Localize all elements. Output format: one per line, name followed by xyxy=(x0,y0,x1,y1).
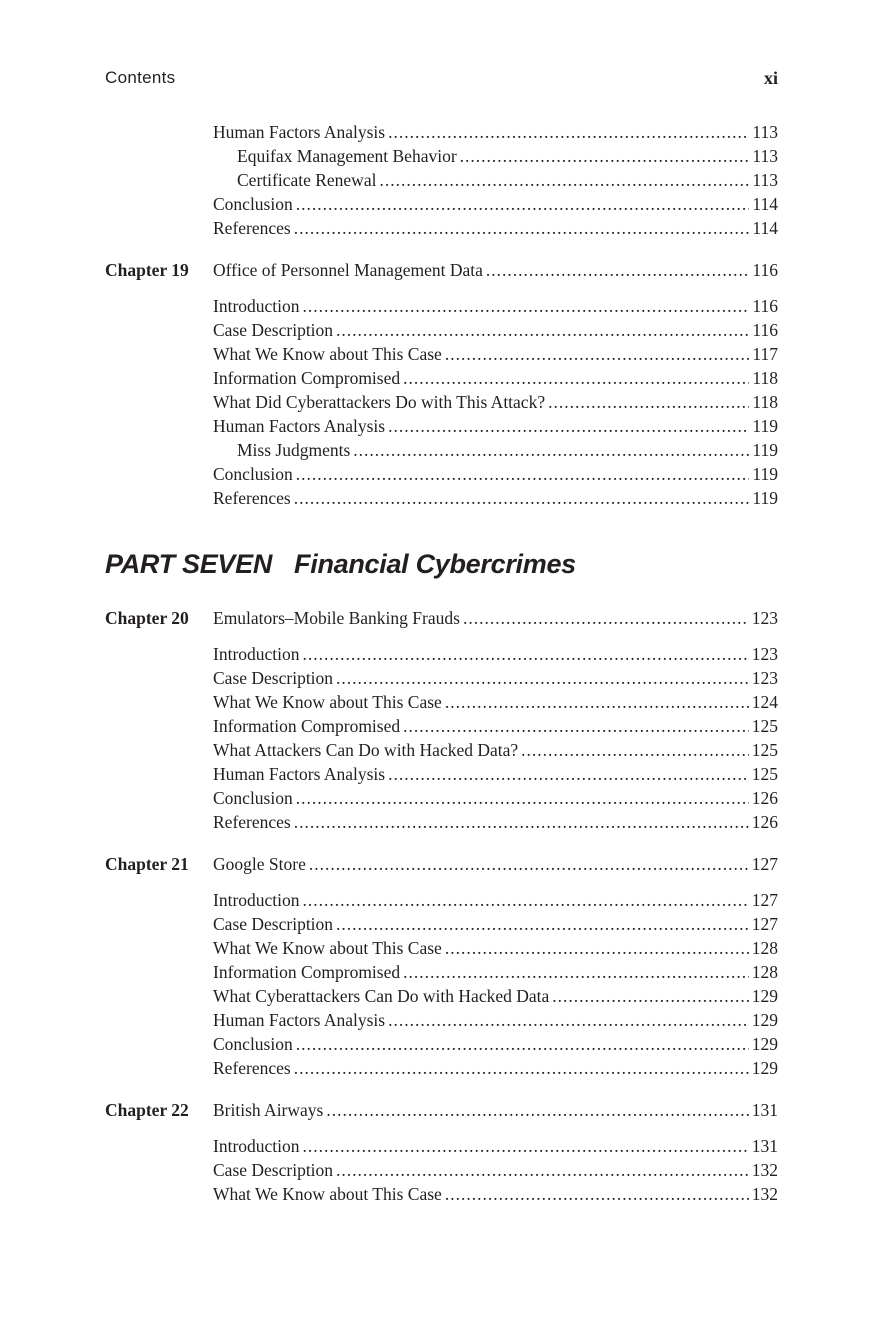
entry-title: What Cyberattackers Can Do with Hacked Data xyxy=(213,986,550,1006)
toc-entry[interactable] xyxy=(213,936,778,960)
dot-leader xyxy=(336,912,749,936)
entry-title: Introduction xyxy=(213,890,300,910)
entry-page-number: 119 xyxy=(752,416,778,436)
entry-page-number: 132 xyxy=(751,1160,778,1180)
entry-title: Case Description xyxy=(213,668,334,688)
part-heading xyxy=(105,544,778,584)
entry-page-number: 127 xyxy=(751,914,778,934)
dot-leader xyxy=(309,852,749,876)
entry-title: Conclusion xyxy=(213,464,293,484)
toc-entry[interactable] xyxy=(213,690,778,714)
dot-leader xyxy=(294,1056,749,1080)
chapter-page-number: 116 xyxy=(752,260,778,280)
dot-leader xyxy=(388,120,749,144)
chapter-page-number: 123 xyxy=(751,608,778,628)
running-head-page-number: xi xyxy=(763,68,778,88)
entry-title: Case Description xyxy=(213,1160,334,1180)
toc-entry[interactable] xyxy=(213,462,778,486)
dot-leader xyxy=(303,888,749,912)
toc-entry[interactable] xyxy=(213,294,778,318)
dot-leader xyxy=(336,666,749,690)
entry-page-number: 119 xyxy=(752,464,778,484)
entry-page-number: 125 xyxy=(751,764,778,784)
dot-leader xyxy=(445,342,750,366)
chapter-22-entries xyxy=(105,1134,778,1206)
toc-entry[interactable] xyxy=(213,486,778,510)
dot-leader xyxy=(296,1032,749,1056)
entry-title: Human Factors Analysis xyxy=(213,1010,386,1030)
dot-leader xyxy=(403,714,749,738)
dot-leader xyxy=(294,486,750,510)
table-of-contents xyxy=(105,120,778,1224)
toc-subentry[interactable] xyxy=(237,438,778,462)
toc-entry[interactable] xyxy=(213,666,778,690)
toc-entry[interactable] xyxy=(213,1056,778,1080)
chapter-heading-row[interactable] xyxy=(105,606,778,630)
toc-entry[interactable] xyxy=(213,192,778,216)
chapter-title: British Airways xyxy=(213,1100,324,1120)
entry-title: Case Description xyxy=(213,914,334,934)
entry-title: Certificate Renewal xyxy=(237,170,377,190)
entry-title: References xyxy=(213,1058,291,1078)
entry-title: Information Compromised xyxy=(213,716,401,736)
toc-entry[interactable] xyxy=(213,1032,778,1056)
toc-entry[interactable] xyxy=(213,318,778,342)
chapter-label: Chapter 19 xyxy=(105,260,189,280)
entry-page-number: 113 xyxy=(752,122,778,142)
entry-page-number: 127 xyxy=(751,890,778,910)
chapter-21-block xyxy=(105,852,778,1080)
entry-page-number: 118 xyxy=(752,392,778,412)
toc-entry[interactable] xyxy=(213,1158,778,1182)
entry-page-number: 118 xyxy=(752,368,778,388)
chapter-label: Chapter 20 xyxy=(105,608,189,628)
chapter-title: Google Store xyxy=(213,854,306,874)
entry-title: Miss Judgments xyxy=(237,440,351,460)
entry-page-number: 125 xyxy=(751,740,778,760)
chapter-heading-row[interactable] xyxy=(105,1098,778,1122)
entry-page-number: 126 xyxy=(751,788,778,808)
chapter-title: Office of Personnel Management Data xyxy=(213,260,483,280)
entry-title: What Did Cyberattackers Do with This Attack? xyxy=(213,392,546,412)
entry-page-number: 116 xyxy=(752,296,778,316)
entry-title: Introduction xyxy=(213,644,300,664)
chapter-19-block xyxy=(105,258,778,510)
entry-title: References xyxy=(213,218,291,238)
dot-leader xyxy=(294,810,749,834)
dot-leader xyxy=(296,192,750,216)
entry-page-number: 125 xyxy=(751,716,778,736)
dot-leader xyxy=(353,438,749,462)
dot-leader xyxy=(403,960,749,984)
chapter-21-entries xyxy=(105,888,778,1080)
entry-title: Conclusion xyxy=(213,1034,293,1054)
toc-entry[interactable] xyxy=(213,642,778,666)
toc-entry[interactable] xyxy=(213,762,778,786)
dot-leader xyxy=(445,1182,749,1206)
dot-leader xyxy=(388,414,749,438)
toc-entry[interactable] xyxy=(213,216,778,240)
entry-page-number: 114 xyxy=(752,218,778,238)
entry-page-number: 128 xyxy=(751,938,778,958)
running-head xyxy=(105,68,778,92)
chapter-page-number: 131 xyxy=(751,1100,778,1120)
entry-title: What We Know about This Case xyxy=(213,344,442,364)
dot-leader xyxy=(388,1008,749,1032)
entry-page-number: 126 xyxy=(751,812,778,832)
chapter-19-entries xyxy=(105,294,778,510)
dot-leader xyxy=(463,606,749,630)
entry-title: What We Know about This Case xyxy=(213,1184,442,1204)
toc-entry[interactable] xyxy=(213,912,778,936)
dot-leader xyxy=(294,216,750,240)
dot-leader xyxy=(296,786,749,810)
dot-leader xyxy=(388,762,749,786)
dot-leader xyxy=(445,936,749,960)
entry-page-number: 114 xyxy=(752,194,778,214)
toc-entry[interactable] xyxy=(213,1182,778,1206)
chapter-20-block xyxy=(105,606,778,834)
toc-entry[interactable] xyxy=(213,888,778,912)
toc-entry[interactable] xyxy=(213,984,778,1008)
dot-leader xyxy=(521,738,749,762)
entry-page-number: 123 xyxy=(751,644,778,664)
dot-leader xyxy=(336,318,749,342)
toc-entry[interactable] xyxy=(213,342,778,366)
chapter-20-entries xyxy=(105,642,778,834)
chapter-title: Emulators–Mobile Banking Frauds xyxy=(213,608,460,628)
dot-leader xyxy=(445,690,749,714)
dot-leader xyxy=(303,294,750,318)
entry-title: Conclusion xyxy=(213,194,293,214)
dot-leader xyxy=(552,984,748,1008)
dot-leader xyxy=(296,462,750,486)
chapter-label: Chapter 22 xyxy=(105,1100,189,1120)
part-title: Financial Cybercrimes xyxy=(294,549,576,579)
chapter-heading-row[interactable] xyxy=(105,852,778,876)
entry-title: What We Know about This Case xyxy=(213,938,442,958)
toc-subentry[interactable] xyxy=(237,168,778,192)
toc-entry[interactable] xyxy=(213,366,778,390)
dot-leader xyxy=(303,1134,749,1158)
entry-title: Information Compromised xyxy=(213,962,401,982)
part-label: PART SEVEN xyxy=(105,549,273,579)
toc-entry[interactable] xyxy=(213,390,778,414)
dot-leader xyxy=(403,366,749,390)
dot-leader xyxy=(486,258,750,282)
entry-title: Information Compromised xyxy=(213,368,401,388)
toc-entry[interactable] xyxy=(213,1134,778,1158)
entry-page-number: 124 xyxy=(751,692,778,712)
chapter-label: Chapter 21 xyxy=(105,854,189,874)
entry-title: References xyxy=(213,488,291,508)
entry-page-number: 123 xyxy=(751,668,778,688)
running-head-title: Contents xyxy=(105,68,176,87)
pre-entries-block xyxy=(105,120,778,240)
dot-leader xyxy=(326,1098,748,1122)
entry-title: Case Description xyxy=(213,320,334,340)
dot-leader xyxy=(548,390,749,414)
entry-page-number: 131 xyxy=(751,1136,778,1156)
toc-entry[interactable] xyxy=(213,414,778,438)
toc-entry[interactable] xyxy=(213,1008,778,1032)
entry-page-number: 128 xyxy=(751,962,778,982)
toc-entry[interactable] xyxy=(213,786,778,810)
toc-subentry[interactable] xyxy=(237,144,778,168)
toc-entry[interactable] xyxy=(213,960,778,984)
toc-entry[interactable] xyxy=(213,120,778,144)
entry-title: Conclusion xyxy=(213,788,293,808)
entry-page-number: 129 xyxy=(751,1034,778,1054)
entry-page-number: 132 xyxy=(751,1184,778,1204)
toc-entry[interactable] xyxy=(213,714,778,738)
entry-page-number: 119 xyxy=(752,488,778,508)
entry-page-number: 113 xyxy=(752,170,778,190)
toc-entry[interactable] xyxy=(213,810,778,834)
entry-page-number: 116 xyxy=(752,320,778,340)
chapter-22-block xyxy=(105,1098,778,1206)
entry-page-number: 129 xyxy=(751,986,778,1006)
toc-entry[interactable] xyxy=(213,738,778,762)
dot-leader xyxy=(336,1158,749,1182)
entry-page-number: 113 xyxy=(752,146,778,166)
entry-page-number: 119 xyxy=(752,440,778,460)
entry-title: What Attackers Can Do with Hacked Data? xyxy=(213,740,519,760)
entry-page-number: 117 xyxy=(752,344,778,364)
chapter-heading-row[interactable] xyxy=(105,258,778,282)
entry-title: Introduction xyxy=(213,296,300,316)
dot-leader xyxy=(303,642,749,666)
entry-title: Human Factors Analysis xyxy=(213,122,386,142)
entry-title: Equifax Management Behavior xyxy=(237,146,457,166)
entry-title: What We Know about This Case xyxy=(213,692,442,712)
entry-title: Human Factors Analysis xyxy=(213,764,386,784)
entry-page-number: 129 xyxy=(751,1058,778,1078)
entry-title: Introduction xyxy=(213,1136,300,1156)
entry-title: Human Factors Analysis xyxy=(213,416,386,436)
chapter-page-number: 127 xyxy=(751,854,778,874)
entry-title: References xyxy=(213,812,291,832)
dot-leader xyxy=(460,144,750,168)
entry-page-number: 129 xyxy=(751,1010,778,1030)
dot-leader xyxy=(379,168,749,192)
